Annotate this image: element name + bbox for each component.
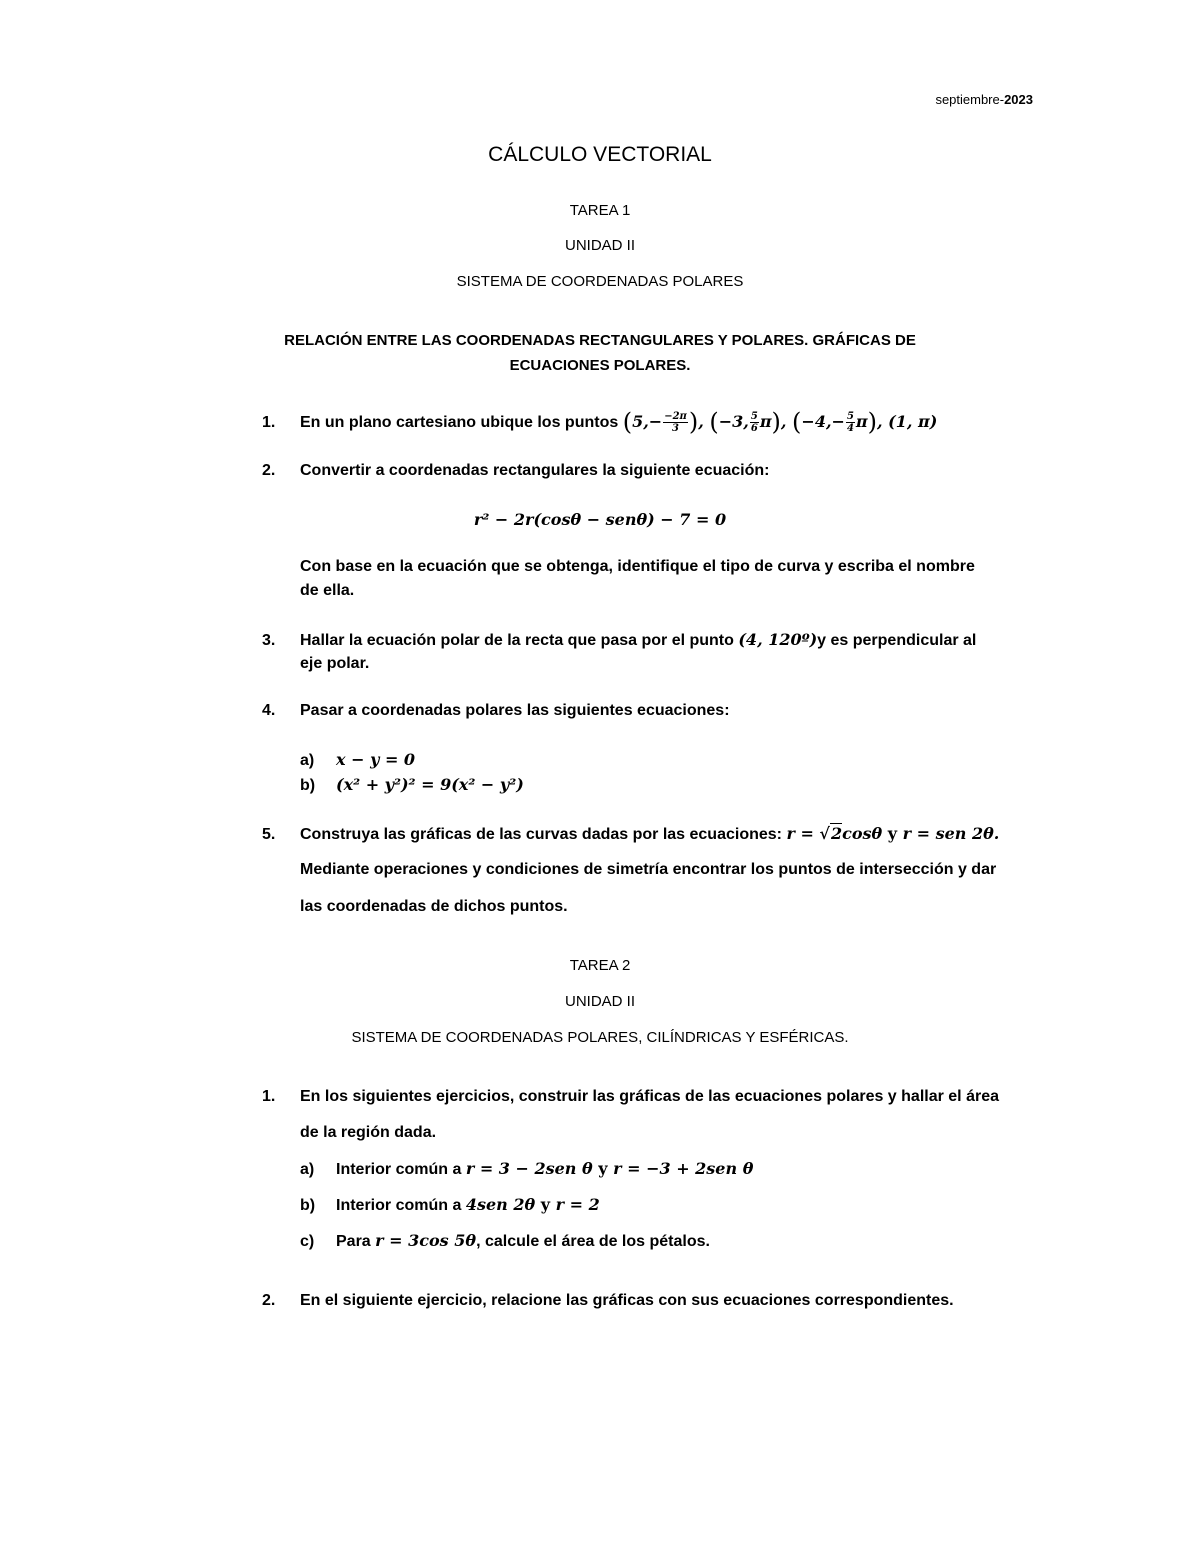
tarea1-subtitle-line1: RELACIÓN ENTRE LAS COORDENADAS RECTANGULARES Y POLARES. GRÁFICAS DE xyxy=(284,332,916,349)
tarea1-item-2-follow-2: de ella. xyxy=(300,582,355,599)
points-list: (5,− $\frac{-2\pi}{3}$ ), (−3, $\frac{5}{6}$ π), (−4,− $\frac{5}{4}$ π), (1, π) xyxy=(622,408,938,436)
tarea1-item-4a: a) x − y = 0 xyxy=(300,750,416,769)
equation-2: r² − 2r(cosθ − senθ) − 7 = 0 xyxy=(473,510,727,529)
tarea1-item-1: 1. En un plano cartesiano ubique los puntos (5,− $\frac{-2\pi}{3}$ ), (−3, $\frac{5}{6}$ π), (−4,− $\frac{5}{4}$ π), (1, π) xyxy=(262,408,938,436)
curves-5: r = √2cosθ y r = sen 2θ. xyxy=(786,824,1000,843)
tarea2-label: TAREA 2 xyxy=(569,957,631,974)
tarea2-item-1c: c) Para r = 3cos 5θ, calcule el área de los pétalos. xyxy=(300,1231,710,1250)
tarea2-unit: UNIDAD II xyxy=(564,993,635,1010)
tarea1-item-2: 2. Convertir a coordenadas rectangulares la siguiente ecuación: xyxy=(262,462,770,479)
tarea1-subtitle-line2: ECUACIONES POLARES. xyxy=(509,357,691,374)
tarea1-item-5-line2: Mediante operaciones y condiciones de simetría encontrar los puntos de intersección y dar xyxy=(300,861,997,878)
tarea1-topic: SISTEMA DE COORDENADAS POLARES xyxy=(456,273,744,290)
tarea1-item-5-line3: las coordenadas de dichos puntos. xyxy=(300,898,568,915)
tarea2-item-1a: a) Interior común a r = 3 − 2sen θ y r = −3 + 2sen θ xyxy=(300,1159,754,1178)
tarea1-item-4b: b) (x² + y²)² = 9(x² − y²) xyxy=(300,775,524,794)
tarea2-item-2: 2. En el siguiente ejercicio, relacione las gráficas con sus ecuaciones correspondientes. xyxy=(262,1292,954,1309)
tarea1-item-2-follow-1: Con base en la ecuación que se obtenga, identifique el tipo de curva y escriba el nombre xyxy=(300,558,975,575)
tarea2-topic: SISTEMA DE COORDENADAS POLARES, CILÍNDRICAS Y ESFÉRICAS. xyxy=(351,1029,849,1046)
tarea2-item-1: 1. En los siguientes ejercicios, construir las gráficas de las ecuaciones polares y hallar el área xyxy=(262,1088,999,1105)
tarea1-item-3: 3. Hallar la ecuación polar de la recta que pasa por el punto (4, 120º)y es perpendicular al xyxy=(262,630,977,649)
tarea2-item-1b: b) Interior común a 4sen 2θ y r = 2 xyxy=(300,1195,600,1214)
document-date: septiembre-2023 xyxy=(935,92,1033,107)
point-3: (4, 120º) xyxy=(738,630,818,649)
tarea1-item-5: 5. Construya las gráficas de las curvas dadas por las ecuaciones: r = √2cosθ y r = sen 2θ. xyxy=(262,824,1000,843)
tarea2-item-1-line2: de la región dada. xyxy=(300,1124,437,1141)
tarea1-label: TAREA 1 xyxy=(569,202,631,219)
tarea1-unit: UNIDAD II xyxy=(564,237,635,254)
tarea1-item-3-line2: eje polar. xyxy=(300,655,370,672)
document-title: CÁLCULO VECTORIAL xyxy=(488,143,712,166)
tarea1-item-4: 4. Pasar a coordenadas polares las siguientes ecuaciones: xyxy=(262,702,730,719)
